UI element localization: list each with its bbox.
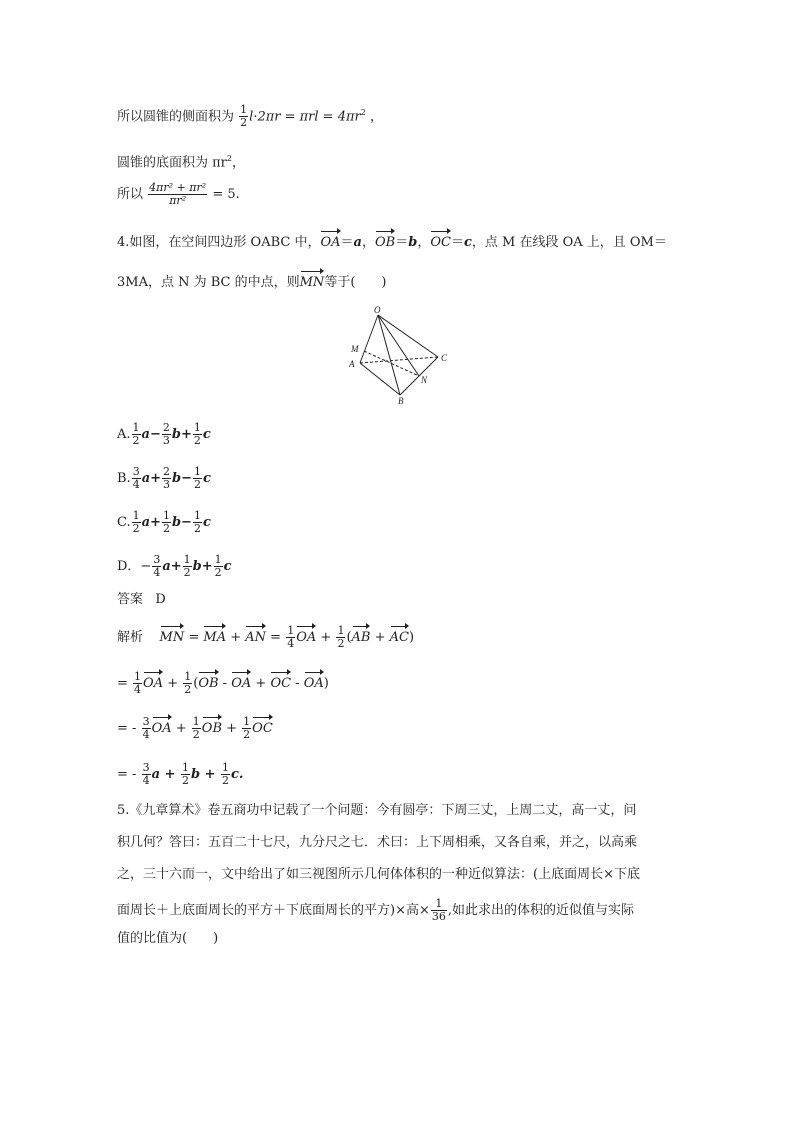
analysis-line-4: = - $\frac{3}{4}$ a + $\frac{1}{2}$ b + $\frac{1}{2}$ c.: [117, 761, 244, 787]
punct: ，: [369, 109, 383, 125]
edge-ac: [360, 357, 438, 363]
text: ，点 M 在线段 OA 上，且 OM＝: [471, 235, 667, 250]
label-c: C: [441, 353, 448, 363]
text: 圆锥的底面积为 πr: [117, 155, 227, 171]
question-5-line-1: 5.《九章算术》卷五商功中记载了一个问题：今有圆亭：下周三丈，上周二丈，高一丈，问: [117, 803, 637, 818]
label-o: O: [374, 305, 381, 315]
label-n: N: [421, 375, 428, 385]
exponent: 2: [360, 108, 366, 117]
text: 所以: [117, 187, 144, 202]
vector-oa: OA: [320, 235, 341, 250]
label-m: M: [351, 344, 359, 354]
option-b: B. $\frac{3}{4}$ a+ $\frac{2}{3}$ b− $\frac{1}{2}$ c: [117, 465, 211, 491]
value: b: [408, 235, 418, 250]
vector-oc: OC: [430, 235, 451, 250]
tetrahedron-figure: [340, 305, 460, 405]
vector-ob: OB: [374, 235, 396, 250]
value: c: [463, 235, 472, 250]
ratio-line: [117, 182, 240, 207]
question-5-line-5: 值的比值为( ): [117, 931, 219, 946]
punct: ，: [232, 155, 246, 171]
question-5-line-2: 积几何？答曰：五百二十七尺，九分尺之七．术曰：上下周相乘，又各自乘，并之，以高乘: [117, 835, 638, 850]
option-c: C. $\frac{1}{2}$ a+ $\frac{1}{2}$ b− $\frac{1}{2}$ c: [117, 509, 211, 535]
analysis-line-3: = - $\frac{3}{4}$ OA + $\frac{1}{2}$ OB + $\frac{1}{2}$ OC: [117, 715, 273, 741]
label-a: A: [349, 359, 355, 369]
fraction: $\frac{1}{2}$: [240, 103, 248, 130]
value: a: [353, 235, 362, 250]
label-b: B: [398, 396, 404, 405]
exponent: 2: [226, 154, 232, 163]
text: 3MA，点 N 为 BC 的中点，则: [117, 275, 300, 290]
analysis-label: 解析: [117, 630, 144, 645]
question-5-line-3: 之，三十六而一，文中给出了如三视图所示几何体体积的一种近似算法：(上底面周长×下底: [117, 867, 640, 882]
cone-base-area-line: [117, 150, 245, 172]
edge-oc: [378, 315, 438, 357]
answer-label: 答案: [117, 592, 144, 607]
text: 4.如图，在空间四边形 OABC 中，: [117, 235, 321, 250]
result: = 5.: [212, 187, 240, 202]
question-4-line-2: [117, 274, 386, 292]
vector-mn: MN: [299, 275, 325, 290]
option-a: A. $\frac{1}{2}$ a− $\frac{2}{3}$ b+ $\frac{1}{2}$ c: [117, 421, 211, 447]
answer-line: [117, 591, 166, 609]
option-d: D．− $\frac{3}{4}$ a+ $\frac{1}{2}$ b+ $\frac{1}{2}$ c: [117, 553, 232, 579]
analysis-line-1: 解析 MN = MA + AN = $\frac{1}{4}$ OA + $\frac{1}{2}$ (AB + AC): [117, 624, 415, 650]
edge-ob: [378, 315, 400, 395]
analysis-line-2: = $\frac{1}{4}$ OA + $\frac{1}{2}$ (OB - OA + OC - OA): [117, 670, 329, 696]
cone-lateral-area-line: [117, 104, 383, 129]
edge-ab: [360, 363, 400, 395]
text: 所以圆锥的侧面积为: [117, 109, 235, 125]
answer-value: D: [155, 592, 166, 607]
question-5-line-4: 面周长＋上底面周长的平方＋下底面周长的平方)×高× $\frac{1}{36}$ ,如此求出的体积的近似值与实际: [117, 897, 634, 923]
fraction: $\frac{\text{4πr² + πr²}}{\text{πr²}}$: [149, 181, 207, 207]
text: 等于( ): [324, 275, 387, 290]
formula: l·2πr = πrl = 4πr: [249, 109, 361, 125]
question-4-line-1: 4.如图，在空间四边形 OABC 中，OA＝a，OB＝b，OC＝c，点 M 在线段 OA 上，且 OM＝: [117, 235, 667, 250]
